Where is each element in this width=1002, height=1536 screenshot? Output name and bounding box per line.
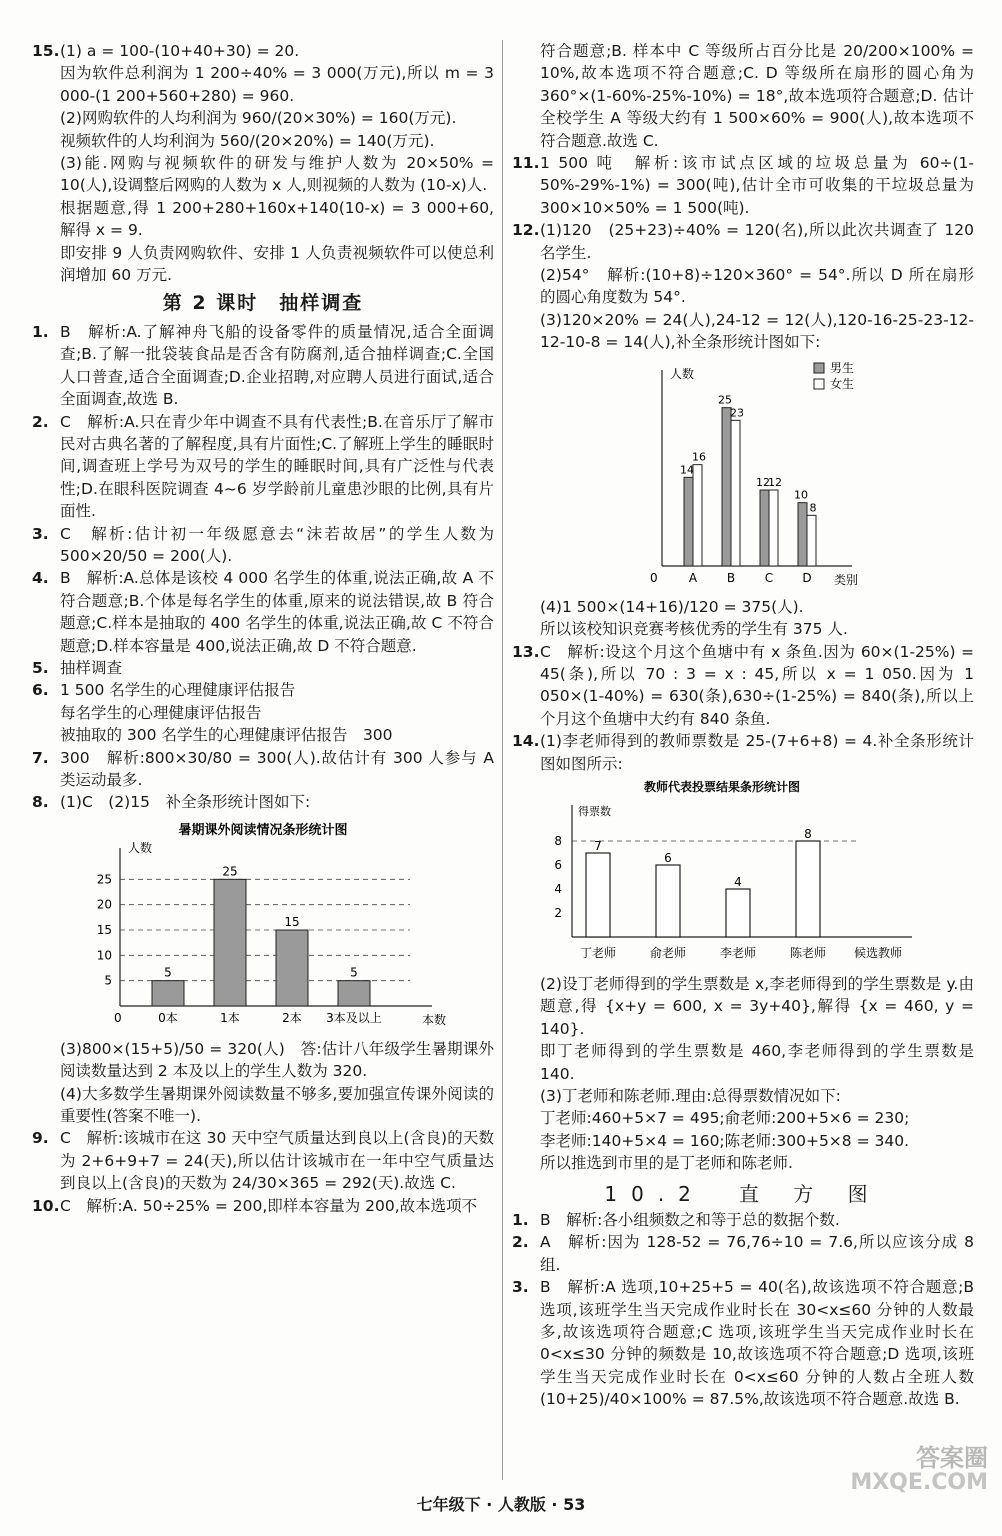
question-number: 7. — [32, 748, 49, 767]
question-number: 5. — [32, 658, 49, 677]
answer-item — [32, 747, 494, 792]
right-column — [512, 40, 974, 1411]
bar — [722, 407, 731, 565]
question-number: 10. — [32, 1196, 60, 1215]
answer-text: C 解析:A.只在青少年中调查不具有代表性;B.在音乐厅了解市民对古典名著的了解程度,具有片面性;C.了解班上学生的睡眠时间,调查班上学号为双号的学生的睡眠时间,具有广泛性与代表性;D.在眼科医院调查 4~6 岁学龄前儿童患沙眼的比例,具有片面性. — [60, 412, 494, 521]
section-title: 第 2 课时 抽样调查 — [162, 292, 364, 315]
question-number: 12. — [512, 221, 540, 240]
answer-list — [32, 321, 494, 814]
bar — [731, 420, 740, 566]
answer-text: C 解析:该城市在这 30 天中空气质量达到良以上(含良)的天数为 2+6+9+7 = 24(天),所以估计该城市在一年中空气质量达到良以上(含良)的天数为 24/30×365 = 292(天).故选 C. — [60, 1129, 494, 1193]
question-number: 14. — [512, 732, 540, 751]
data-label: 5 — [350, 965, 358, 980]
answer-text: C 解析:设这个月这个鱼塘中有 x 条鱼.因为 60×(1-25%) = 45(条),所以 70 : 3 = x : 45,所以 x = 1 050.因为 1 050×(1-40%) = 630(条),630÷(1-25%) = 840(条),所以上个月这个鱼塘中大约有 840 条鱼. — [540, 642, 974, 728]
x-tick-label: 陈老师 — [789, 945, 827, 960]
data-label: 12 — [756, 475, 770, 489]
bar — [796, 841, 820, 937]
answer-text: A 解析:因为 128-52 = 76,76÷10 = 7.6,所以应该分成 8 组. — [540, 1233, 974, 1274]
question-number: 2. — [32, 412, 49, 431]
page-footer: 七年级下 · 人教版 · 53 — [416, 1495, 586, 1514]
x-axis-label: 本数 — [422, 1012, 447, 1027]
answer-item — [32, 702, 494, 724]
answer-item — [32, 523, 494, 568]
answer-item — [512, 641, 974, 731]
answer-text: (1)120 (25+23)÷40% = 120(名),所以此次共调查了 120 名学生. — [540, 221, 974, 262]
q14-line: (2)设丁老师得到的学生票数是 x,李老师得到的学生票数是 y.由题意,得 {x+y = 600, x = 3y+40},解得 {x = 460, y = 140}. — [540, 974, 974, 1038]
answer-item — [512, 1276, 974, 1410]
q12-line: (3)120×20% = 24(人),24-12 = 12(人),120-16-25-23-12-12-10-8 = 14(人),补全条形统计图如下: — [540, 310, 974, 352]
y-tick-label: 4 — [554, 881, 562, 896]
y-tick-label: 15 — [96, 922, 112, 937]
data-label: 10 — [794, 488, 808, 502]
question-number: 3. — [512, 1278, 529, 1297]
reading-bar-chart — [32, 816, 494, 1036]
q15-line: 即安排 9 人负责网购软件、安排 1 人负责视频软件可以使总利润增加 60 万元. — [60, 243, 494, 285]
answer-item — [32, 411, 494, 523]
answer-item — [512, 730, 974, 775]
question-number — [32, 702, 60, 724]
question-number: 1. — [32, 322, 49, 341]
data-label: 25 — [222, 864, 238, 879]
data-label: 5 — [164, 965, 172, 980]
watermark-logo: 答案圈 — [916, 1444, 988, 1472]
question-number: 4. — [32, 569, 49, 588]
bar — [726, 889, 750, 937]
chart-title: 暑期课外阅读情况条形统计图 — [178, 822, 348, 838]
x-tick-label: 0本 — [158, 1010, 178, 1025]
x-tick-label: 2本 — [282, 1010, 302, 1025]
q14-line: (3)丁老师和陈老师.理由:总得票数情况如下: — [540, 1086, 841, 1105]
question-number: 6. — [32, 681, 49, 700]
legend-swatch — [814, 363, 824, 373]
answer-text: B 解析:A.了解神舟飞船的设备零件的质量情况,适合全面调查;B.了解一批袋装食品是否含有防腐剂,适合抽样调查;C.全国人口普查,适合全面调查;D.企业招聘,对应聘人员进行面试,适合全面调查,故选 B. — [60, 322, 494, 409]
x-tick-label: 候选教师 — [853, 945, 903, 960]
q15-line: 因为软件总利润为 1 200÷40% = 3 000(万元),所以 m = 3 000-(1 200+560+280) = 960. — [60, 64, 494, 105]
bar — [760, 490, 769, 566]
answer-list — [512, 1209, 974, 1411]
data-label: 8 — [804, 826, 812, 841]
answer-text: (1)C (2)15 补全条形统计图如下: — [60, 793, 311, 812]
bar — [586, 853, 610, 937]
q14-line: 即丁老师得到的学生票数是 460,李老师得到的学生票数是 140. — [540, 1042, 974, 1083]
data-label: 12 — [768, 475, 782, 489]
bar — [798, 502, 807, 565]
x-tick-label: 1本 — [220, 1010, 240, 1025]
question-number: 3. — [32, 524, 49, 543]
answer-text: 1 500 名学生的心理健康评估报告 — [60, 681, 296, 700]
legend-label: 男生 — [830, 360, 855, 375]
y-tick-label: 2 — [554, 905, 562, 920]
answer-item — [32, 657, 494, 679]
x-tick-label: B — [726, 570, 736, 585]
bar — [152, 980, 184, 1005]
origin-label: 0 — [650, 570, 658, 585]
data-label: 15 — [284, 914, 300, 929]
answer-text: 抽样调查 — [60, 658, 123, 677]
answer-text: C 解析:估计初一年级愿意去“沫若故居”的学生人数为 500×20/50 = 200(人). — [60, 524, 494, 565]
answer-text: B 解析:A 选项,10+25+5 = 40(名),故该选项不符合题意;B 选项,该班学生当天完成作业时长在 30<x≤60 分钟的人数最多,故该选项符合题意;C 选项,该班学生当天完成作业时长在 0<x≤30 分钟的频数是 10,故该选项不符合题意;D 选项,该班学生当天完成作业时长在 0<x≤60 分钟的人数占全班人数 (10+25)/40×100% = 87.5%,故该选项不符合题意.故选 B. — [540, 1278, 974, 1409]
section-title: 10.2 直 方 图 — [604, 1181, 882, 1206]
bar — [338, 980, 370, 1005]
legend-swatch — [814, 379, 824, 389]
answer-text: 1 500 吨 解析:该市试点区域的垃圾总量为 60÷(1-50%-29%-1%) = 300(吨),估计全市可收集的干垃圾总量为 300×10×50% = 1 500(吨). — [540, 154, 974, 217]
answer-item — [512, 219, 974, 264]
question-15 — [32, 40, 494, 286]
bar — [276, 930, 308, 1006]
question-number: 8. — [32, 793, 49, 812]
x-tick-label: 俞老师 — [649, 945, 687, 960]
question-number: 1. — [512, 1211, 529, 1229]
q15-line: (1) a = 100-(10+40+30) = 20. — [60, 42, 300, 60]
answer-item — [32, 567, 494, 657]
answer-item — [32, 321, 494, 411]
bar — [214, 879, 246, 1006]
bar — [656, 865, 680, 937]
answer-item — [32, 724, 494, 746]
answer-text: 每名学生的心理健康评估报告 — [60, 703, 262, 722]
legend-label: 女生 — [830, 376, 855, 391]
bar — [807, 515, 816, 566]
answer-item — [32, 1127, 494, 1194]
data-label: 6 — [664, 850, 672, 865]
x-tick-label: C — [764, 570, 774, 585]
question-number: 13. — [512, 642, 540, 661]
q15-line: (3)能.网购与视频软件的研发与维护人数为 20×50% = 10(人),设调整后网购的人数为 x 人,则视频的人数为 (10-x)人. — [60, 154, 494, 195]
watermark-url: MXQE.COM — [850, 1470, 988, 1495]
answer-text: 被抽取的 300 名学生的心理健康评估报告 300 — [60, 726, 393, 745]
answer-text: (1)李老师得到的教师票数是 25-(7+6+8) = 4.补全条形统计图如图所示: — [540, 732, 974, 773]
answer-item — [32, 791, 494, 813]
question-number: 11. — [512, 154, 540, 173]
answer-item — [32, 1195, 494, 1217]
question-number: 9. — [32, 1129, 49, 1148]
q15-line: 根据题意,得 1 200+280+160x+140(10-x) = 3 000+60,解得 x = 9. — [60, 198, 494, 240]
y-tick-label: 20 — [96, 897, 112, 912]
answer-text: 300 解析:800×30/80 = 300(人).故估计有 300 人参与 A 类运动最多. — [60, 748, 494, 789]
q12-line: (4)1 500×(14+16)/120 = 375(人). — [540, 597, 804, 616]
y-tick-label: 8 — [554, 833, 562, 848]
y-tick-label: 10 — [96, 948, 112, 963]
x-tick-label: 3本及以上 — [326, 1010, 382, 1025]
answer-item — [512, 1231, 974, 1276]
x-tick-label: A — [688, 570, 698, 585]
y-tick-label: 6 — [554, 857, 562, 872]
data-label: 8 — [809, 501, 817, 515]
q8-line: (3)800×(15+5)/50 = 320(人) 答:估计八年级学生暑期课外阅读数量达到 2 本及以上的学生人数为 320. — [60, 1039, 494, 1081]
bar — [684, 477, 693, 566]
gender-bar-chart — [512, 356, 974, 594]
x-axis-label: 类别 — [834, 572, 859, 587]
answer-list — [512, 641, 974, 775]
chart-title: 教师代表投票结果条形统计图 — [643, 779, 801, 794]
question-number — [32, 724, 60, 746]
vote-bar-chart — [512, 777, 974, 971]
answer-list — [32, 1127, 494, 1217]
data-label: 23 — [730, 406, 744, 420]
q10-continued: 符合题意;B. 样本中 C 等级所占百分比是 20/200×100% = 10%,故本选项不符合题意;C. D 等级所在扇形的圆心角为 360°×(1-60%-25%-10%) = 18°,故本选项符合题意;D. 估计全校学生 A 等级大约有 1 500×60% = 900(人),故本选项不符合题意.故选 C. — [540, 42, 974, 150]
q14-line: 所以推选到市里的是丁老师和陈老师. — [540, 1154, 793, 1173]
q14-line: 丁老师:460+5×7 = 495;俞老师:200+5×6 = 230; — [540, 1109, 910, 1128]
q14-line: 李老师:140+5×4 = 160;陈老师:300+5×8 = 340. — [540, 1131, 910, 1150]
data-label: 25 — [718, 393, 732, 407]
q12-line: (2)54° 解析:(10+8)÷120×360° = 54°.所以 D 所在扇形的圆心角度数为 54°. — [540, 266, 974, 307]
question-number: 15. — [32, 42, 60, 60]
answer-text: C 解析:A. 50÷25% = 200,即样本容量为 200,故本选项不 — [60, 1196, 478, 1215]
answer-text: B 解析:各小组频数之和等于总的数据个数. — [540, 1211, 840, 1229]
q15-line: (2)网购软件的人均利润为 960/(20×30%) = 160(万元). — [60, 109, 457, 128]
answer-list — [512, 152, 974, 264]
bar — [693, 464, 702, 565]
y-axis-label: 人数 — [670, 366, 695, 381]
y-tick-label: 25 — [96, 872, 112, 887]
data-label: 7 — [594, 838, 602, 853]
data-label: 16 — [692, 450, 706, 464]
question-number: 2. — [512, 1233, 529, 1252]
data-label: 14 — [680, 463, 694, 477]
origin-label: 0 — [114, 1010, 122, 1025]
left-column — [32, 40, 494, 1217]
q8-line: (4)大多数学生暑期课外阅读数量不够多,要加强宣传课外阅读的重要性(答案不唯一). — [60, 1084, 494, 1126]
y-axis-label: 人数 — [128, 840, 153, 855]
data-label: 4 — [734, 874, 742, 889]
column-divider — [502, 40, 503, 1480]
q12-line: 所以该校知识竞赛考核优秀的学生有 375 人. — [540, 620, 848, 639]
answer-item — [512, 1209, 974, 1231]
x-tick-label: D — [802, 570, 812, 585]
answer-item — [32, 679, 494, 701]
q15-line: 视频软件的人均利润为 560/(20×20%) = 140(万元). — [60, 131, 435, 150]
answer-text: B 解析:A.总体是该校 4 000 名学生的体重,说法正确,故 A 不符合题意;B.个体是每名学生的体重,原来的说法错误,故 B 符合题意;C.样本是抽取的 400 名学生的体重,说法正确,故 C 不符合题意;D.样本容量是 400,说法正确,故 D 不符合题意. — [60, 569, 494, 655]
bar — [769, 490, 778, 566]
x-tick-label: 丁老师 — [579, 945, 617, 960]
x-tick-label: 李老师 — [719, 945, 757, 960]
y-tick-label: 5 — [104, 973, 112, 988]
y-axis-label: 得票数 — [578, 804, 611, 818]
answer-item — [512, 152, 974, 219]
